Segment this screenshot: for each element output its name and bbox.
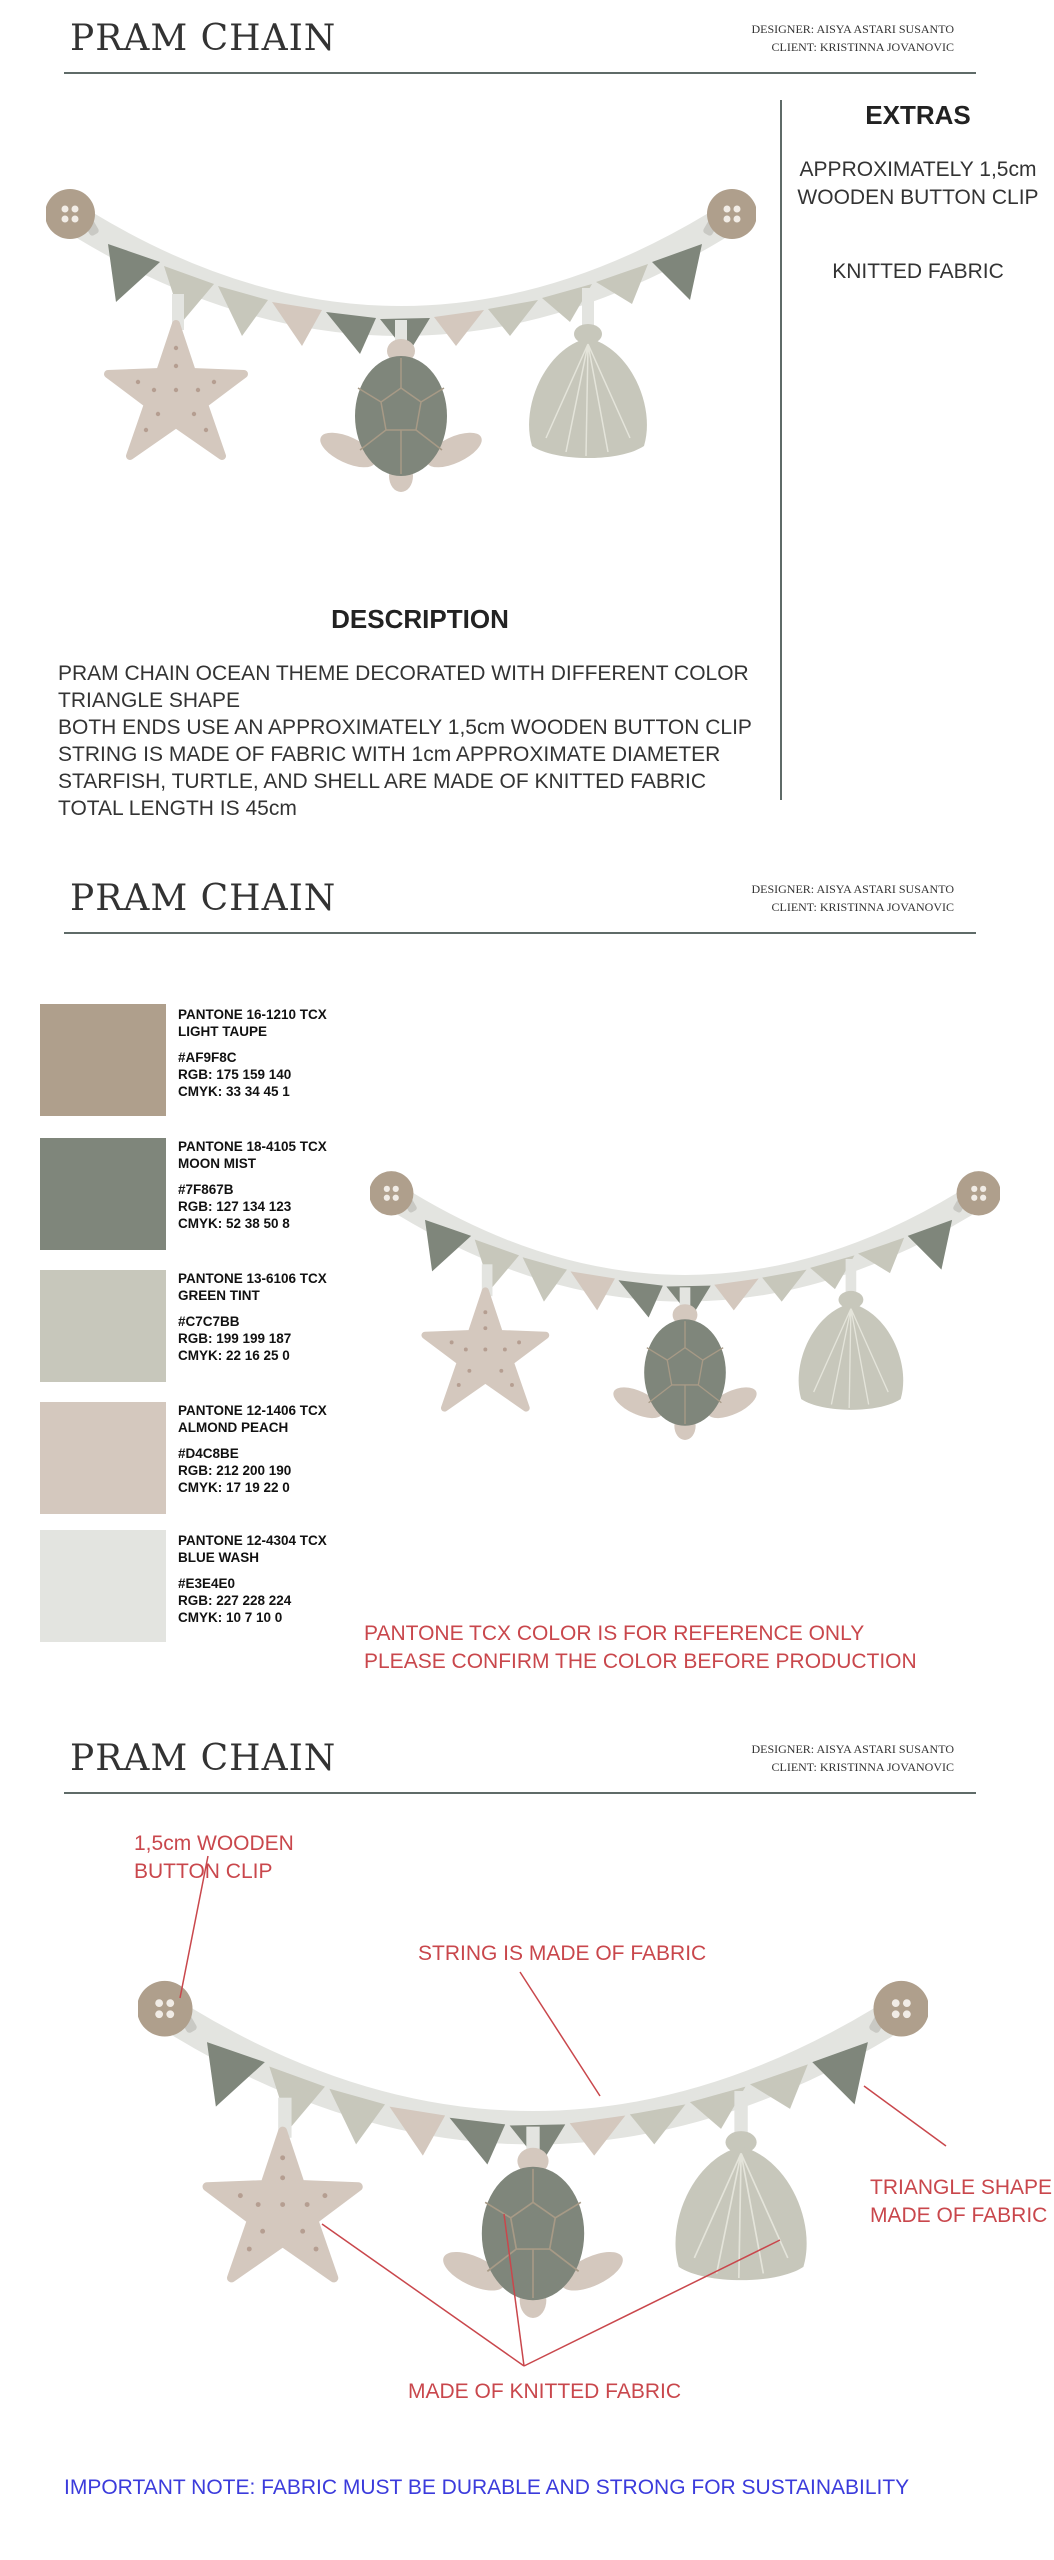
swatch-info [178, 1006, 327, 1100]
color-note-line1: PANTONE TCX COLOR IS FOR REFERENCE ONLY [364, 1622, 865, 1645]
pantone-code: PANTONE 12-4304 TCX [178, 1533, 327, 1548]
description-line: TOTAL LENGTH IS 45cm [58, 797, 297, 820]
callout-triangle [870, 2174, 1052, 2230]
important-note: IMPORTANT NOTE: FABRIC MUST BE DURABLE AND STRONG FOR SUSTAINABILITY [64, 2476, 910, 2499]
extras-fabric: KNITTED FABRIC [832, 260, 1004, 283]
swatch-info [178, 1138, 327, 1232]
pram-chain-illustration [46, 176, 756, 506]
description-text [58, 660, 768, 822]
callout-button-line2: BUTTON CLIP [134, 1860, 273, 1883]
extras-button-line1: APPROXIMATELY 1,5cm [799, 158, 1037, 181]
header-divider [64, 72, 976, 74]
pantone-code: PANTONE 18-4105 TCX [178, 1139, 327, 1154]
callout-button-line1: 1,5cm WOODEN [134, 1832, 294, 1855]
page-title: PRAM CHAIN [70, 18, 337, 59]
rgb-value: RGB: 212 200 190 [178, 1463, 292, 1478]
color-swatch-almond-peach [40, 1402, 166, 1514]
pantone-name: MOON MIST [178, 1156, 256, 1171]
color-swatch-green-tint [40, 1270, 166, 1382]
callout-triangle-line1: TRIANGLE SHAPE [870, 2176, 1053, 2199]
description-line: TRIANGLE SHAPE [58, 689, 241, 712]
rgb-value: RGB: 127 134 123 [178, 1199, 292, 1214]
description-line: BOTH ENDS USE AN APPROXIMATELY 1,5cm WOODEN BUTTON CLIP [58, 716, 752, 739]
swatch-info [178, 1532, 327, 1626]
color-swatch-moon-mist [40, 1138, 166, 1250]
cmyk-value: CMYK: 52 38 50 8 [178, 1216, 290, 1231]
callout-button-clip [134, 1830, 294, 1886]
color-reference-note [364, 1620, 917, 1676]
spec-page-callouts [0, 1720, 1054, 2560]
description-heading: DESCRIPTION [331, 604, 509, 634]
pram-chain-illustration [370, 1156, 1000, 1456]
cmyk-value: CMYK: 10 7 10 0 [178, 1610, 283, 1625]
header-meta [751, 880, 954, 916]
hex-value: #AF9F8C [178, 1050, 237, 1065]
header-divider [64, 932, 976, 934]
pantone-code: PANTONE 12-1406 TCX [178, 1403, 327, 1418]
pantone-name: BLUE WASH [178, 1550, 259, 1565]
rgb-value: RGB: 175 159 140 [178, 1067, 292, 1082]
client-label: CLIENT: KRISTINNA JOVANOVIC [771, 40, 954, 54]
color-note-line2: PLEASE CONFIRM THE COLOR BEFORE PRODUCTION [364, 1650, 917, 1673]
extras-button-line2: WOODEN BUTTON CLIP [797, 186, 1039, 209]
description-line: STRING IS MADE OF FABRIC WITH 1cm APPROXIMATE DIAMETER [58, 743, 721, 766]
pantone-code: PANTONE 13-6106 TCX [178, 1271, 327, 1286]
callout-string: STRING IS MADE OF FABRIC [418, 1942, 707, 1965]
designer-label: DESIGNER: AISYA ASTARI SUSANTO [751, 1742, 954, 1756]
hex-value: #D4C8BE [178, 1446, 239, 1461]
swatch-info [178, 1270, 327, 1364]
swatch-info [178, 1402, 327, 1496]
color-swatch-light-taupe [40, 1004, 166, 1116]
client-label: CLIENT: KRISTINNA JOVANOVIC [771, 1760, 954, 1774]
spec-page-overview [0, 0, 1054, 860]
pantone-name: LIGHT TAUPE [178, 1024, 267, 1039]
cmyk-value: CMYK: 33 34 45 1 [178, 1084, 290, 1099]
spec-page-colors [0, 860, 1054, 1720]
callout-knitted: MADE OF KNITTED FABRIC [408, 2380, 682, 2403]
description-line: PRAM CHAIN OCEAN THEME DECORATED WITH DIFFERENT COLOR [58, 662, 749, 685]
designer-label: DESIGNER: AISYA ASTARI SUSANTO [751, 882, 954, 896]
pantone-code: PANTONE 16-1210 TCX [178, 1007, 327, 1022]
pantone-name: GREEN TINT [178, 1288, 260, 1303]
description-line: STARFISH, TURTLE, AND SHELL ARE MADE OF KNITTED FABRIC [58, 770, 707, 793]
hex-value: #7F867B [178, 1182, 234, 1197]
header-meta [751, 20, 954, 56]
callout-triangle-line2: MADE OF FABRIC [870, 2204, 1048, 2227]
page-title: PRAM CHAIN [70, 878, 337, 919]
cmyk-value: CMYK: 17 19 22 0 [178, 1480, 290, 1495]
cmyk-value: CMYK: 22 16 25 0 [178, 1348, 290, 1363]
pantone-name: ALMOND PEACH [178, 1420, 289, 1435]
hex-value: #E3E4E0 [178, 1576, 236, 1591]
color-swatch-blue-wash [40, 1530, 166, 1642]
page-title: PRAM CHAIN [70, 1738, 337, 1779]
rgb-value: RGB: 199 199 187 [178, 1331, 292, 1346]
designer-label: DESIGNER: AISYA ASTARI SUSANTO [751, 22, 954, 36]
rgb-value: RGB: 227 228 224 [178, 1593, 292, 1608]
client-label: CLIENT: KRISTINNA JOVANOVIC [771, 900, 954, 914]
extras-heading: EXTRAS [865, 100, 971, 130]
hex-value: #C7C7BB [178, 1314, 240, 1329]
